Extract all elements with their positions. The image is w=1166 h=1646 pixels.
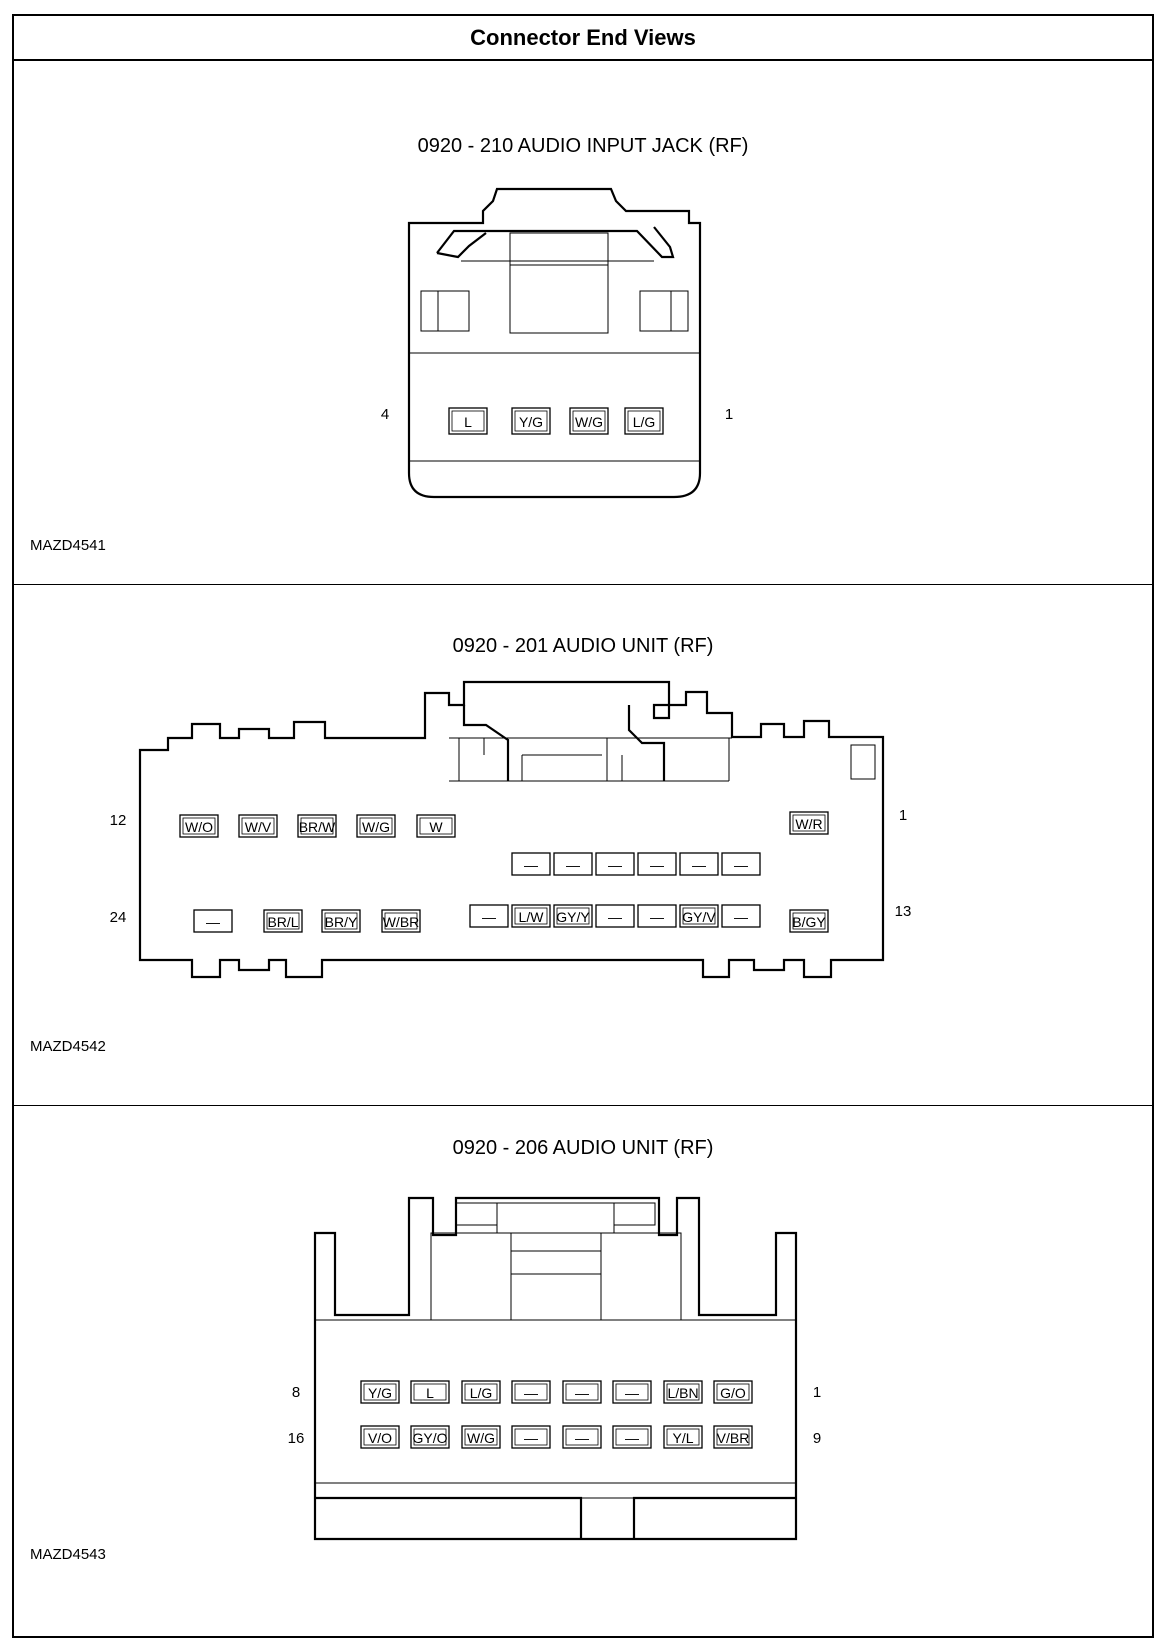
pin-label: — [566, 857, 580, 873]
pin-cell [613, 1426, 651, 1448]
pin-label: W/G [467, 1430, 495, 1446]
pin-cell [563, 1381, 601, 1403]
pin-cell [462, 1426, 500, 1448]
pin-cell [411, 1426, 449, 1448]
pin-label: — [206, 914, 220, 930]
pin-label: W/BR [382, 914, 420, 930]
pin-number-bottom-right: 9 [812, 1430, 822, 1447]
pin-cell [563, 1426, 601, 1448]
pin-cell [680, 853, 718, 875]
pin-cell [554, 853, 592, 875]
pin-cell [264, 910, 302, 932]
diagram-code: MAZD4543 [30, 1546, 106, 1563]
pin-label: — [524, 857, 538, 873]
audio-unit-206-drawing [14, 1106, 1156, 1636]
pin-label: L [426, 1385, 434, 1401]
pin-cell [298, 815, 336, 837]
pin-label: Y/G [367, 1385, 393, 1401]
pin-label: G/O [720, 1385, 746, 1401]
pin-number-right: 1 [724, 406, 734, 423]
pin-label: L/W [518, 909, 544, 925]
pin-cell [790, 910, 828, 932]
pin-cell [554, 905, 592, 927]
pin-label: Y/L [672, 1430, 694, 1446]
pin-number-bottom-right: 13 [894, 903, 912, 920]
connector-title: 0920 - 210 AUDIO INPUT JACK (RF) [417, 135, 749, 157]
pin-cell [638, 905, 676, 927]
pin-label: — [608, 857, 622, 873]
pin-label: W/G [362, 819, 390, 835]
pin-cell [638, 853, 676, 875]
pin-label: — [692, 857, 706, 873]
pin-label: W/G [575, 414, 603, 430]
pin-label: W/V [244, 819, 272, 835]
pin-cell [680, 905, 718, 927]
pin-number-left: 4 [380, 406, 390, 423]
pin-label: W/O [185, 819, 213, 835]
pin-cell [512, 408, 550, 434]
pin-cell [613, 1381, 651, 1403]
pin-label: — [524, 1385, 538, 1401]
pin-label: — [482, 909, 496, 925]
pin-cell [449, 408, 487, 434]
pin-number-top-right: 1 [812, 1384, 822, 1401]
pin-label: BR/Y [324, 914, 358, 930]
pin-cell [664, 1426, 702, 1448]
pin-label: BR/W [298, 819, 336, 835]
connector-title: 0920 - 206 AUDIO UNIT (RF) [452, 1137, 714, 1159]
pin-cell [361, 1426, 399, 1448]
pin-label: L [464, 414, 472, 430]
pin-cell [361, 1381, 399, 1403]
audio-input-jack-drawing [14, 61, 1156, 585]
connector-panel-audio-unit-201 [14, 585, 1152, 1106]
pin-number-top-right: 1 [898, 807, 908, 824]
pin-label: — [608, 909, 622, 925]
pin-cell [382, 910, 420, 932]
pin-cell [790, 812, 828, 834]
pin-label: V/BR [716, 1430, 750, 1446]
diagram-code: MAZD4541 [30, 537, 106, 554]
pin-cell [417, 815, 455, 837]
pin-label: L/G [469, 1385, 493, 1401]
pin-label: W/R [795, 816, 823, 832]
pin-label: BR/L [267, 914, 299, 930]
pin-cell [194, 910, 232, 932]
pin-cell [239, 815, 277, 837]
pin-cell [664, 1381, 702, 1403]
connector-panel-audio-input-jack [14, 61, 1152, 585]
audio-unit-201-drawing [14, 585, 1156, 1106]
pin-cell [512, 905, 550, 927]
pin-number-top-left: 8 [291, 1384, 301, 1401]
pin-cell [722, 853, 760, 875]
pin-cell [180, 815, 218, 837]
pin-cell [462, 1381, 500, 1403]
page-title: Connector End Views [14, 16, 1152, 61]
pin-label: L/BN [667, 1385, 699, 1401]
pin-cell [322, 910, 360, 932]
pin-label: GY/O [412, 1430, 448, 1446]
pin-label: — [650, 857, 664, 873]
pin-cell [596, 905, 634, 927]
pin-cell [596, 853, 634, 875]
pin-number-top-left: 12 [109, 812, 127, 829]
pin-label: — [625, 1385, 639, 1401]
pin-label: — [575, 1385, 589, 1401]
pin-cell [722, 905, 760, 927]
pin-cell [512, 1381, 550, 1403]
connector-title: 0920 - 201 AUDIO UNIT (RF) [452, 635, 714, 657]
pin-label: — [650, 909, 664, 925]
pin-label: W [429, 819, 443, 835]
pin-label: GY/V [682, 909, 716, 925]
diagram-code: MAZD4542 [30, 1038, 106, 1055]
pin-label: — [734, 909, 748, 925]
pin-label: L/G [632, 414, 656, 430]
pin-label: — [575, 1430, 589, 1446]
pin-cell [570, 408, 608, 434]
pin-number-bottom-left: 16 [287, 1430, 305, 1447]
connector-panel-audio-unit-206 [14, 1106, 1152, 1636]
pin-cell [512, 853, 550, 875]
pin-cell [470, 905, 508, 927]
pin-label: — [625, 1430, 639, 1446]
pin-cell [411, 1381, 449, 1403]
pin-number-bottom-left: 24 [109, 909, 127, 926]
pin-cell [714, 1381, 752, 1403]
page-frame [12, 14, 1154, 1638]
pin-label: V/O [367, 1430, 393, 1446]
pin-label: — [734, 857, 748, 873]
pin-cell [357, 815, 395, 837]
pin-cell [512, 1426, 550, 1448]
pin-label: Y/G [518, 414, 544, 430]
pin-cell [625, 408, 663, 434]
pin-label: B/GY [792, 914, 826, 930]
pin-label: GY/Y [556, 909, 590, 925]
pin-label: — [524, 1430, 538, 1446]
pin-cell [714, 1426, 752, 1448]
